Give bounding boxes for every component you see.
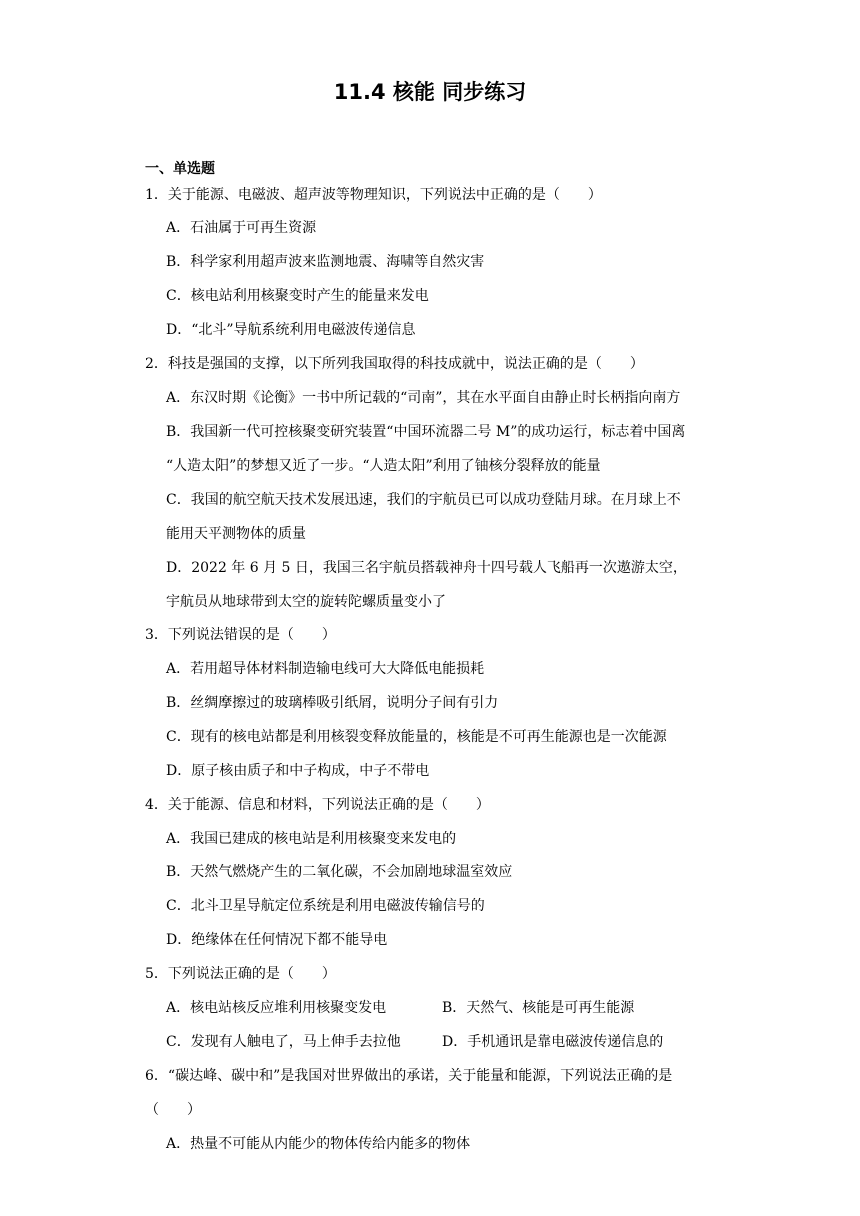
question-3-option-d: D．原子核由质子和中子构成，中子不带电 xyxy=(166,763,430,779)
question-1-option-c: C．核电站利用核聚变时产生的能量来发电 xyxy=(166,288,429,304)
page-title: 11.4 核能 同步练习 xyxy=(333,80,527,104)
question-4-option-c: C．北斗卫星导航定位系统是利用电磁波传输信号的 xyxy=(166,898,485,914)
section-heading: 一、单选题 xyxy=(145,161,215,177)
question-5-option-c: C．发现有人触电了，马上伸手去拉他 xyxy=(166,1034,401,1050)
question-4-stem: 4．关于能源、信息和材料，下列说法正确的是（ ） xyxy=(145,797,490,813)
question-2-option-d-cont: 宇航员从地球带到太空的旋转陀螺质量变小了 xyxy=(166,594,446,610)
question-5-option-a: A．核电站核反应堆利用核聚变发电 xyxy=(166,1000,387,1016)
question-3-option-b: B．丝绸摩擦过的玻璃棒吸引纸屑，说明分子间有引力 xyxy=(166,695,499,711)
question-3-stem: 3．下列说法错误的是（ ） xyxy=(145,627,336,643)
question-2-option-d: D．2022 年 6 月 5 日，我国三名宇航员搭载神舟十四号载人飞船再一次遨游太空， xyxy=(166,560,687,576)
question-5-stem: 5．下列说法正确的是（ ） xyxy=(145,966,336,982)
question-2-option-a: A．东汉时期《论衡》一书中所记载的“司南”，其在水平面自由静止时长柄指向南方 xyxy=(166,390,681,406)
question-6-stem-cont: （ ） xyxy=(145,1102,201,1118)
question-1-option-d: D．“北斗”导航系统利用电磁波传递信息 xyxy=(166,322,416,338)
question-2-option-b: B．我国新一代可控核聚变研究装置“中国环流器二号 M”的成功运行，标志着中国离 xyxy=(166,424,686,440)
question-5-option-d: D．手机通讯是靠电磁波传递信息的 xyxy=(442,1034,664,1050)
question-4-option-b: B．天然气燃烧产生的二氧化碳，不会加剧地球温室效应 xyxy=(166,864,513,880)
question-2-option-c: C．我国的航空航天技术发展迅速，我们的宇航员已可以成功登陆月球。在月球上不 xyxy=(166,492,681,508)
question-4-option-d: D．绝缘体在任何情况下都不能导电 xyxy=(166,932,388,948)
question-1-option-a: A．石油属于可再生资源 xyxy=(166,220,317,236)
question-3-option-a: A．若用超导体材料制造输电线可大大降低电能损耗 xyxy=(166,661,485,677)
question-2-option-c-cont: 能用天平测物体的质量 xyxy=(166,526,306,542)
question-2-option-b-cont: “人造太阳”的梦想又近了一步。“人造太阳”利用了铀核分裂释放的能量 xyxy=(166,458,601,474)
question-5-option-b: B．天然气、核能是可再生能源 xyxy=(442,1000,635,1016)
question-6-stem: 6．“碳达峰、碳中和”是我国对世界做出的承诺，关于能量和能源，下列说法正确的是 xyxy=(145,1068,673,1084)
question-4-option-a: A．我国已建成的核电站是利用核聚变来发电的 xyxy=(166,831,457,847)
question-6-option-a: A．热量不可能从内能少的物体传给内能多的物体 xyxy=(166,1136,471,1152)
question-3-option-c: C．现有的核电站都是利用核裂变释放能量的，核能是不可再生能源也是一次能源 xyxy=(166,729,667,745)
question-1-stem: 1．关于能源、电磁波、超声波等物理知识，下列说法中正确的是（ ） xyxy=(145,187,602,203)
question-1-option-b: B．科学家利用超声波来监测地震、海啸等自然灾害 xyxy=(166,254,485,270)
question-2-stem: 2．科技是强国的支撑，以下所列我国取得的科技成就中，说法正确的是（ ） xyxy=(145,356,644,372)
